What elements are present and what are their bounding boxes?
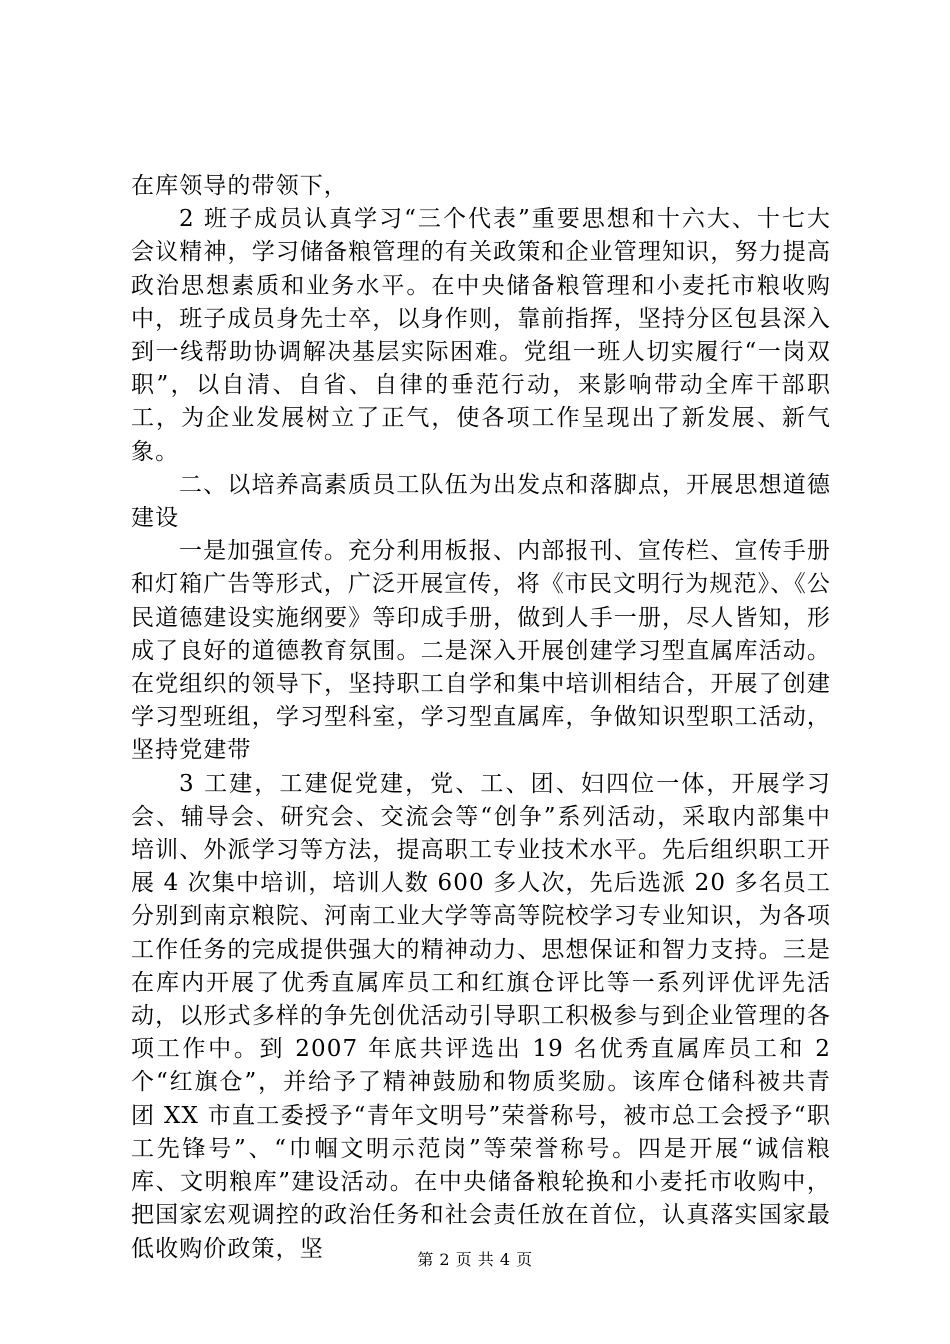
paragraph-training: 3 工建，工建促党建，党、工、团、妇四位一体，开展学习会、辅导会、研究会、交流会等“创争”系列活动，采取内部集中培训、外派学习等方法，提高职工专业技术水平。先后组织职工开展 4 次集中培训，培训人数 600 多人次，先后选派 20 多名员工分别到南京粮院、河南工业大学等高等院校学习专业知识，为各项工作任务的完成提供强大的精神动力、思想保证和智力支持。三是在库内开展了优秀直属库员工和红旗仓评比等一系列评优评先活动，以形式多样的争先创优活动引导职工积极参与到企业管理的各项工作中。到 2007 年底共评选出 19 名优秀直属库员工和 2 个“红旗仓”，并给予了精神鼓励和物质奖励。该库仓储科被共青团 XX 市直工委授予“青年文明号”荣誉称号，被市总工会授予“职工先锋号”、“巾帼文明示范岗”等荣誉称号。四是开展“诚信粮库、文明粮库”建设活动。在中央储备粮轮换和小麦托市收购中，把国家宏观调控的政治任务和社会责任放在首位，认真落实国家最低收购价政策，坚 [131,770,831,1262]
paragraph-leadership: 2 班子成员认真学习“三个代表”重要思想和十六大、十七大会议精神，学习储备粮管理的有关政策和企业管理知识，努力提高政治思想素质和业务水平。在中央储备粮管理和小麦托市粮收购中，班子成员身先士卒，以身作则，靠前指挥，坚持分区包县深入到一线帮助协调解决基层实际困难。党组一班人切实履行“一岗双职”，以自清、自省、自律的垂范行动，来影响带动全库干部职工，为企业发展树立了正气，使各项工作呈现出了新发展、新气象。 [131,206,831,465]
document-body [131,170,831,1266]
section-heading-moral-construction: 二、以培养高素质员工队伍为出发点和落脚点，开展思想道德建设 [131,471,831,532]
paragraph-publicity: 一是加强宣传。充分利用板报、内部报刊、宣传栏、宣传手册和灯箱广告等形式，广泛开展宣传，将《市民文明行为规范》、《公民道德建设实施纲要》等印成手册，做到人手一册，尽人皆知，形成了良好的道德教育氛围。二是深入开展创建学习型直属库活动。在党组织的领导下，坚持职工自学和集中培训相结合，开展了创建学习型班组，学习型科室，学习型直属库，争做知识型职工活动，坚持党建带 [131,538,831,764]
paragraph-continuation: 在库领导的带领下， [131,173,348,199]
page-footer: 第 2 页 共 4 页 [417,1250,533,1269]
